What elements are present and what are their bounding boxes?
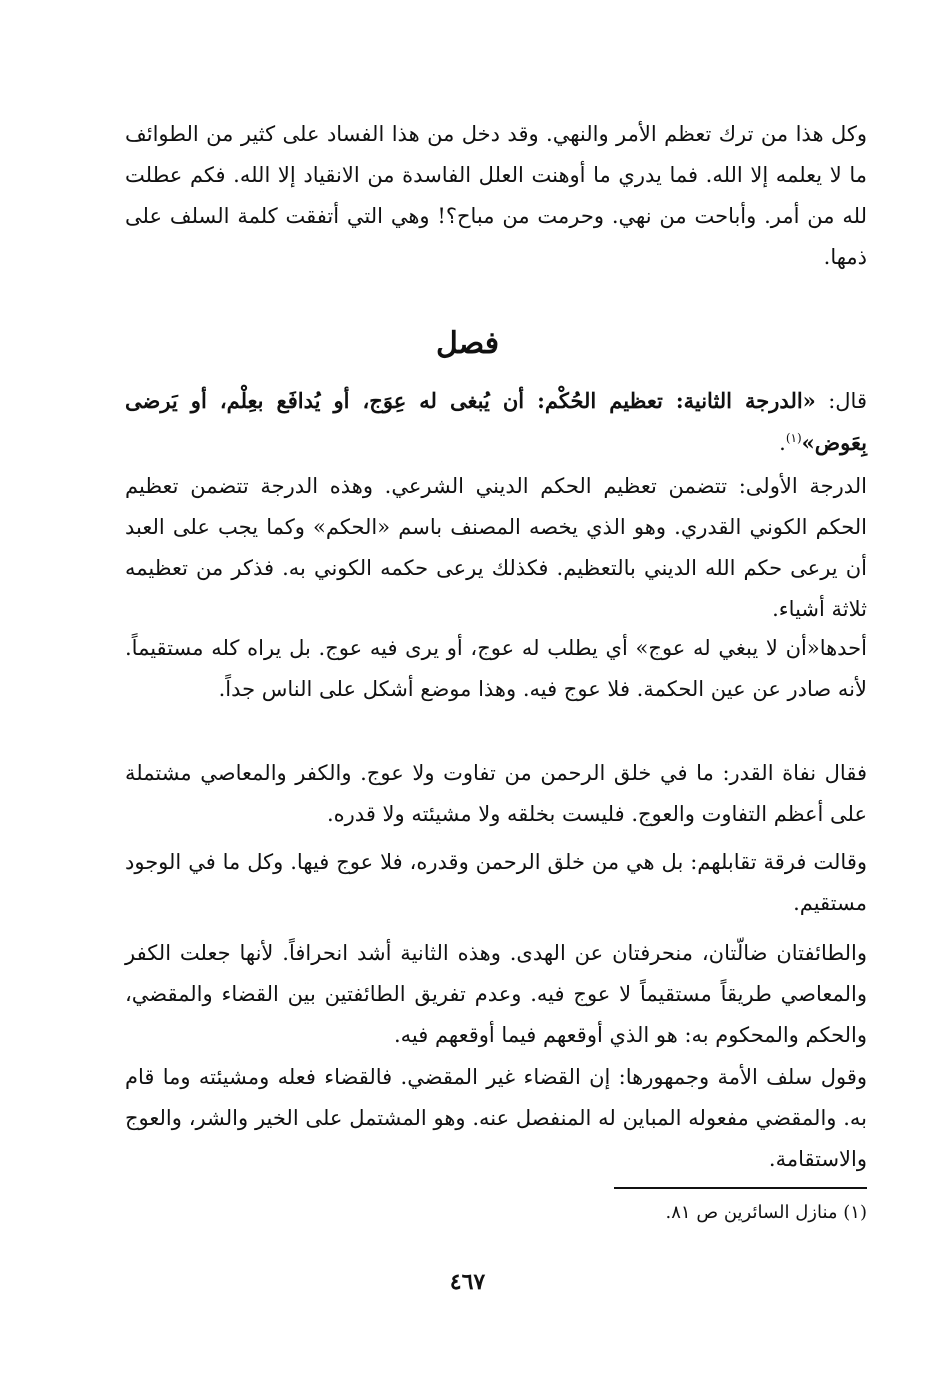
paragraph-1: وكل هذا من ترك تعظم الأمر والنهي. وقد دخل من هذا الفساد على كثير من الطوائف ما لا يعلمه إلا الله. فما يدري ما أوهنت العلل الفاسدة من الانقياد إلا الله. فكم عطلت لله من أمر. وأباحت من نهي. وحرمت من مباح؟! وهي التي أتفقت كلمة السلف على ذمها. — [125, 122, 867, 269]
footnote-divider — [614, 1187, 867, 1189]
paragraph-first-thing: أحدها«أن لا يبغي له عوج» أي يطلب له عوج، أو يرى فيه عوج. بل يراه كله مستقيماً. لأنه صادر عن عين الحكمة. فلا عوج فيه. وهذا موضع أشكل على الناس جداً. — [125, 636, 867, 701]
quote-text: «الدرجة الثانية: تعظيم الحُكْم: أن يُبغى له عِوَج، أو يُدافَع بعِلْم، أو يَرضى بِعَوض» — [125, 388, 867, 455]
footnote: (١) منازل السائرين ص ٨١. — [665, 1202, 867, 1223]
quote-paragraph — [125, 380, 867, 464]
quote-lead: قال: — [815, 389, 867, 413]
footnote-ref: (١) — [785, 431, 802, 445]
paragraph-two-groups: والطائفتان ضالّتان، منحرفتان عن الهدى. وهذه الثانية أشد انحرافاً. لأنها جعلت الكفر والمعاصي طريقاً مستقيماً لا عوج فيه. وعدم تفريق الطائفتين بين القضاء والمقضي، والحكم والمحكوم به: هو الذي أوقعهم فيما أوقعهم فيه. — [125, 941, 867, 1047]
quote-end: . — [779, 431, 786, 455]
paragraph-salaf-view: وقول سلف الأمة وجمهورها: إن القضاء غير المقضي. فالقضاء فعله ومشيئته وما قام به. والمقضي مفعوله المباين له المنفصل عنه. وهو المشتمل على الخير والشر، والعوج والاستقامة. — [125, 1065, 867, 1171]
paragraph-opposing-group: وقالت فرقة تقابلهم: بل هي من خلق الرحمن وقدره، فلا عوج فيها. وكل ما في الوجود مستقيم. — [125, 850, 867, 915]
paragraph-qadar-deniers: فقال نفاة القدر: ما في خلق الرحمن من تفاوت ولا عوج. والكفر والمعاصي مشتملة على أعظم التفاوت والعوج. فليست بخلقه ولا مشيئته ولا قدره. — [125, 761, 867, 826]
paragraph-degree-one: الدرجة الأولى: تتضمن تعظيم الحكم الديني الشرعي. وهذه الدرجة تتضمن تعظيم الحكم الكوني القدري. وهو الذي يخصه المصنف باسم «الحكم» وكما يجب على العبد أن يرعى حكم الله الديني بالتعظيم. فكذلك يرعى حكمه الكوني به. فذكر من تعظيمه ثلاثة أشياء. — [125, 474, 867, 621]
page-number: ٤٦٧ — [449, 1269, 486, 1295]
section-heading: فصل — [435, 326, 500, 361]
